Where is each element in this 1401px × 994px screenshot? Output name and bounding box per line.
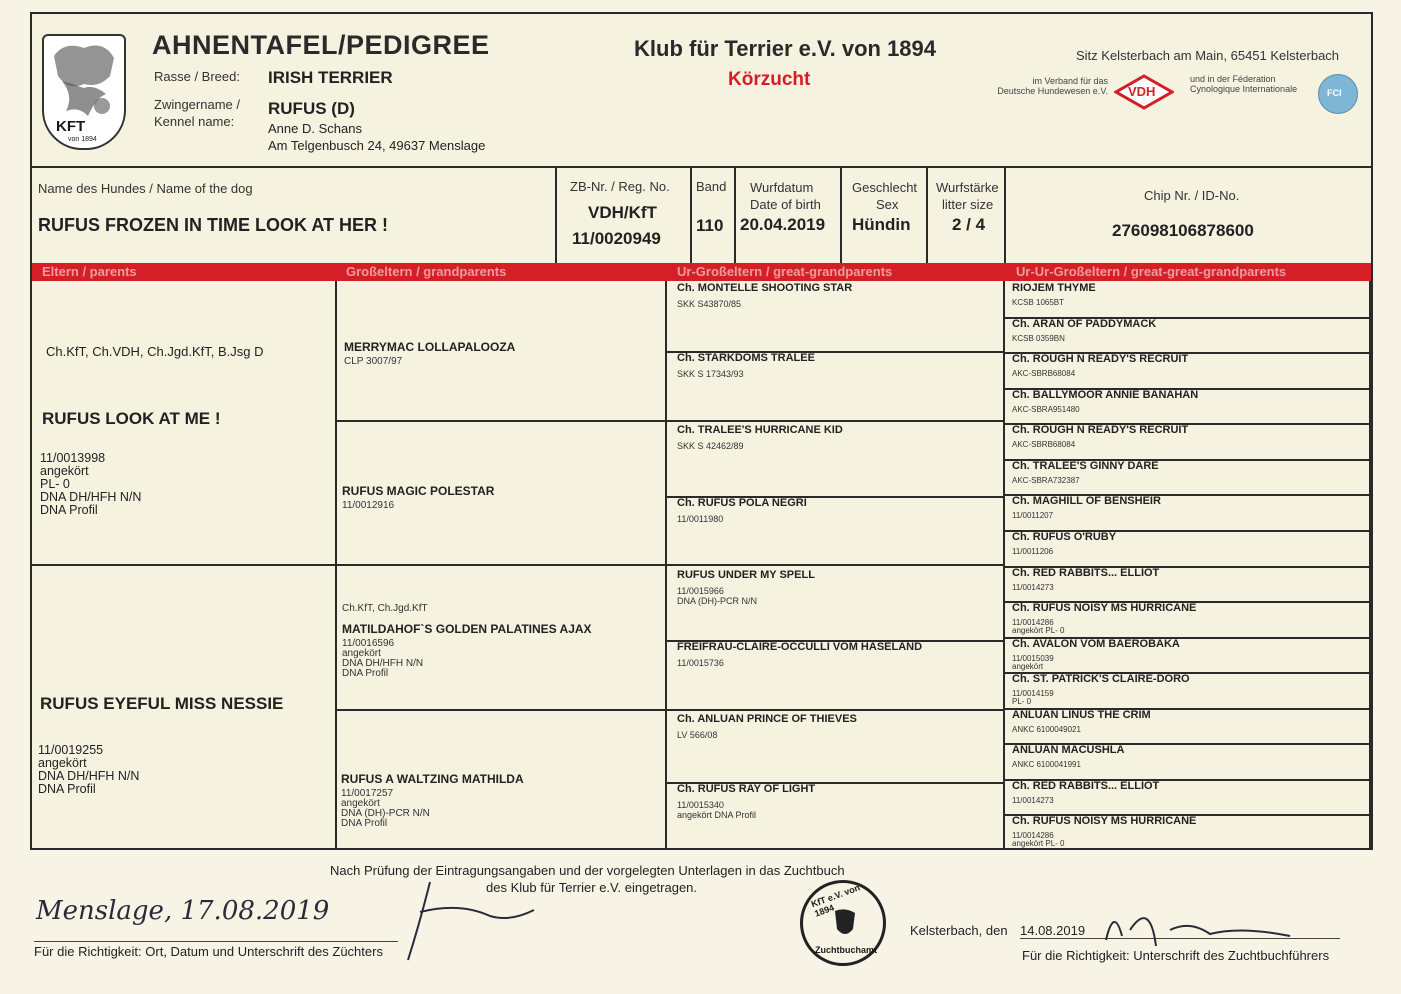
great-great-grandparent-info: 11/0011207	[1012, 511, 1054, 520]
great-great-grandparent-name: Ch. RUFUS NOISY MS HURRICANE	[1012, 602, 1197, 614]
great-grandparent-info: angekört DNA Profil	[677, 810, 757, 820]
great-great-grandparent-cell	[1012, 495, 1161, 520]
band-label: Band	[696, 179, 727, 194]
reg-value-1: VDH/KfT	[588, 203, 657, 222]
vdh-text-1: im Verband für das	[1032, 76, 1108, 86]
great-great-grandparent-name: Ch. MAGHILL OF BENSHEIR	[1012, 495, 1161, 507]
great-great-grandparent-info: 11/0014286	[1012, 618, 1054, 627]
great-great-grandparent-info: KCSB 0359BN	[1012, 334, 1065, 343]
entry-statement-1: Nach Prüfung der Eintragungsangaben und der vorgelegten Unterlagen in das Zuchtbuch	[330, 863, 845, 878]
owner-address: Am Telgenbusch 24, 49637 Menslage	[268, 138, 486, 153]
grandparent-titles: Ch.KfT, Ch.Jgd.KfT	[342, 603, 428, 614]
grandparent-name: MATILDAHOF`S GOLDEN PALATINES AJAX	[342, 622, 592, 636]
dam-info-line: DNA DH/HFH N/N	[38, 769, 140, 783]
great-great-grandparent-cell	[1012, 673, 1190, 706]
kennel-label-1: Zwingername /	[154, 97, 240, 112]
great-great-grandparent-name: Ch. RUFUS NOISY MS HURRICANE	[1012, 815, 1197, 827]
great-great-grandparent-info: KCSB 1065BT	[1012, 298, 1065, 307]
great-great-grandparent-info: angekört PL- 0	[1012, 626, 1065, 635]
grandparent-name: RUFUS A WALTZING MATHILDA	[341, 772, 524, 786]
official-signature-icon	[1100, 900, 1300, 950]
vdh-logo	[1114, 74, 1174, 110]
grandparent-info: angekört	[342, 648, 381, 659]
great-great-grandparent-name: Ch. RED RABBITS... ELLIOT	[1012, 567, 1160, 579]
stamp-top-text: KfT e.V. von 1894	[809, 882, 862, 919]
great-grandparent-info: 11/0015966	[677, 586, 724, 596]
reg-label: ZB-Nr. / Reg. No.	[570, 179, 670, 194]
great-grandparent-cell	[677, 783, 815, 820]
litter-label-1: Wurfstärke	[936, 180, 999, 195]
col-great: Ur-Großeltern / great-grandparents	[677, 264, 893, 279]
fci-logo	[1318, 74, 1358, 114]
great-grandparent-cell	[677, 713, 857, 740]
kft-logo	[42, 34, 126, 150]
grandparent-reg: 11/0016596	[342, 638, 395, 649]
dam-info-line: 11/0019255	[38, 743, 104, 757]
great-grandparent-info: SKK S43870/85	[677, 299, 742, 309]
reg-value-2: 11/0020949	[572, 229, 661, 248]
great-great-grandparent-info: AKC-SBRA732387	[1012, 476, 1080, 485]
great-great-grandparent-info: 11/0011206	[1012, 547, 1054, 556]
litter-label-2: litter size	[942, 197, 994, 212]
great-great-grandparent-name: ANLUAN MACUSHLA	[1012, 744, 1125, 756]
great-grandparent-info: 11/0011980	[677, 514, 724, 524]
great-great-grandparent-cell	[1012, 744, 1124, 769]
sire-info-line: DNA Profil	[40, 503, 98, 517]
great-grandparent-info: 11/0015736	[677, 658, 724, 668]
litter-value: 2 / 4	[952, 215, 986, 234]
sire-titles: Ch.KfT, Ch.VDH, Ch.Jgd.KfT, B.Jsg D	[46, 344, 264, 359]
sire-info-line: angekört	[40, 464, 89, 478]
grandparent-reg: 11/0017257	[341, 788, 394, 799]
great-great-grandparent-info: 11/0014273	[1012, 796, 1054, 805]
breeder-caption: Für die Richtigkeit: Ort, Datum und Unterschrift des Züchters	[34, 941, 398, 959]
great-great-grandparent-info: angekört PL- 0	[1012, 839, 1065, 848]
dam-name: RUFUS EYEFUL MISS NESSIE	[40, 694, 284, 713]
great-grandparent-name: FREIFRAU-CLAIRE-OCCULLI VOM HASELAND	[677, 641, 923, 653]
great-grandparent-info: DNA (DH)-PCR N/N	[677, 596, 757, 606]
grandparent-info: DNA Profil	[341, 818, 388, 829]
stamp-bottom-text: Zuchtbuchamt	[815, 945, 877, 955]
great-great-grandparent-info: PL- 0	[1012, 697, 1032, 706]
great-grandparent-name: Ch. ANLUAN PRINCE OF THIEVES	[677, 713, 857, 725]
great-great-grandparent-cell	[1012, 638, 1180, 671]
sire-name: RUFUS LOOK AT ME !	[42, 409, 221, 428]
great-great-grandparent-info: ANKC 6100041991	[1012, 760, 1081, 769]
column-header-bar	[32, 263, 1371, 281]
great-great-grandparent-cell	[1012, 353, 1188, 378]
great-great-grandparent-name: Ch. ROUGH N READY'S RECRUIT	[1012, 424, 1189, 436]
great-grandparent-info: LV 566/08	[677, 730, 718, 740]
great-great-grandparent-info: 11/0014286	[1012, 831, 1054, 840]
grandparent-info: angekört	[341, 798, 380, 809]
great-great-grandparent-cell	[1012, 780, 1159, 805]
breeder-place-date: Menslage, 17.08.2019	[36, 896, 330, 926]
great-great-grandparent-name: Ch. RUFUS O'RUBY	[1012, 531, 1117, 543]
club-name: Klub für Terrier e.V. von 1894	[634, 36, 937, 61]
great-great-grandparent-info: 11/0014273	[1012, 583, 1054, 592]
great-great-grandparent-cell	[1012, 282, 1096, 307]
sex-label-1: Geschlecht	[852, 180, 918, 195]
great-great-grandparent-cell	[1012, 460, 1159, 485]
entry-statement-2: des Klub für Terrier e.V. eingetragen.	[486, 880, 698, 895]
great-grandparent-cell	[677, 424, 843, 451]
dob-label-2: Date of birth	[750, 197, 821, 212]
sex-value: Hündin	[852, 215, 911, 234]
great-grandparent-cell	[677, 282, 852, 309]
fci-text-1: und in der Féderation	[1190, 74, 1276, 84]
breed-value: IRISH TERRIER	[268, 68, 393, 87]
koerzucht-label: Körzucht	[728, 69, 811, 90]
great-grandparent-cell	[677, 641, 922, 668]
dob-value: 20.04.2019	[740, 215, 826, 234]
grandparent-name: RUFUS MAGIC POLESTAR	[342, 484, 495, 498]
great-grandparent-name: Ch. RUFUS POLA NEGRI	[677, 497, 807, 509]
logo-text: KFT	[56, 118, 86, 135]
grandparent-info: DNA (DH)-PCR N/N	[341, 808, 430, 819]
col-grandparents: Großeltern / grandparents	[346, 264, 507, 279]
great-great-grandparent-info: AKC-SBRB68084	[1012, 369, 1076, 378]
great-great-grandparent-cell	[1012, 531, 1116, 556]
great-grandparent-info: SKK S 42462/89	[677, 441, 744, 451]
dog-name: RUFUS FROZEN IN TIME LOOK AT HER !	[38, 215, 388, 235]
grandparent-cell	[342, 484, 494, 511]
great-great-grandparent-name: Ch. TRALEE'S GINNY DARE	[1012, 460, 1159, 472]
kennel-value: RUFUS (D)	[268, 99, 355, 118]
vdh-text	[984, 76, 1108, 96]
great-grandparent-info: 11/0015340	[677, 800, 724, 810]
great-great-grandparent-cell	[1012, 602, 1196, 635]
great-grandparent-name: Ch. STARKDOMS TRALEE	[677, 352, 815, 364]
breeder-signature-icon	[400, 872, 540, 964]
great-great-grandparent-cell	[1012, 815, 1196, 848]
vdh-text-2: Deutsche Hundewesen e.V.	[997, 86, 1108, 96]
grandparent-cell	[342, 604, 592, 679]
fci-text	[1190, 74, 1297, 94]
col-greatgreat: Ur-Ur-Großeltern / great-great-grandparents	[1016, 264, 1287, 279]
owner-name: Anne D. Schans	[268, 121, 362, 136]
club-seat: Sitz Kelsterbach am Main, 65451 Kelsterbach	[1076, 48, 1340, 63]
sire-info-line: 11/0013998	[40, 451, 106, 465]
chip-label: Chip Nr. / ID-No.	[1144, 188, 1240, 203]
chip-value: 276098106878600	[1112, 221, 1254, 240]
city-date: 14.08.2019	[1020, 923, 1340, 939]
grandparent-cell	[341, 772, 524, 829]
sire-info-line: PL- 0	[40, 477, 70, 491]
great-great-grandparent-name: Ch. ARAN OF PADDYMACK	[1012, 318, 1157, 330]
great-great-grandparent-info: angekört	[1012, 662, 1044, 671]
great-grandparent-cell	[677, 497, 807, 524]
fci-text-2: Cynologique Internationale	[1190, 84, 1298, 94]
pedigree-document	[30, 12, 1373, 850]
great-great-grandparent-cell	[1012, 424, 1188, 449]
grandparent-info: DNA DH/HFH N/N	[342, 658, 424, 669]
great-great-grandparent-info: 11/0015039	[1012, 654, 1054, 663]
vdh-logo-text: VDH	[1128, 84, 1156, 99]
great-great-grandparent-name: ANLUAN LINUS THE CRIM	[1012, 709, 1151, 721]
dog-name-label: Name des Hundes / Name of the dog	[38, 181, 253, 196]
logo-subtext: von 1894	[68, 136, 97, 143]
col-parents: Eltern / parents	[42, 264, 137, 279]
band-value: 110	[696, 216, 724, 235]
terrier-head-icon	[831, 907, 859, 939]
great-great-grandparent-name: Ch. ROUGH N READY'S RECRUIT	[1012, 353, 1189, 365]
great-great-grandparent-name: RIOJEM THYME	[1012, 282, 1096, 294]
fci-logo-text: FCI	[1327, 88, 1342, 98]
city-label: Kelsterbach, den	[910, 923, 1008, 938]
great-great-grandparent-name: Ch. BALLYMOOR ANNIE BANAHAN	[1012, 389, 1199, 401]
grandparent-cell	[344, 340, 515, 367]
great-great-grandparent-cell	[1012, 567, 1159, 592]
dam-info	[38, 744, 139, 796]
great-great-grandparent-info: ANKC 6100049021	[1012, 725, 1081, 734]
great-grandparent-name: Ch. TRALEE'S HURRICANE KID	[677, 424, 843, 436]
grandparent-reg: 11/0012916	[342, 500, 395, 511]
great-great-grandparent-name: Ch. RED RABBITS... ELLIOT	[1012, 780, 1160, 792]
great-great-grandparent-info: AKC-SBRA951480	[1012, 405, 1080, 414]
dob-label-1: Wurfdatum	[750, 180, 814, 195]
great-great-grandparent-cell	[1012, 709, 1151, 734]
great-great-grandparent-info: AKC-SBRB68084	[1012, 440, 1076, 449]
sex-label-2: Sex	[876, 197, 899, 212]
great-grandparent-cell	[677, 569, 815, 606]
great-grandparent-cell	[677, 352, 815, 379]
page-title: AHNENTAFEL/PEDIGREE	[152, 30, 490, 60]
great-grandparent-name: RUFUS UNDER MY SPELL	[677, 569, 815, 581]
zuchtbuch-stamp	[800, 880, 886, 966]
grandparent-info: DNA Profil	[342, 668, 389, 679]
great-great-grandparent-cell	[1012, 389, 1198, 414]
sire-info-line: DNA DH/HFH N/N	[40, 490, 142, 504]
dam-info-line: DNA Profil	[38, 782, 96, 796]
official-caption: Für die Richtigkeit: Unterschrift des Zuchtbuchführers	[1022, 948, 1330, 963]
great-great-grandparent-info: 11/0014159	[1012, 689, 1054, 698]
kennel-label-2: Kennel name:	[154, 114, 235, 129]
sire-info	[40, 452, 141, 517]
great-great-grandparent-cell	[1012, 318, 1156, 343]
great-grandparent-info: SKK S 17343/93	[677, 369, 744, 379]
grandparent-reg: CLP 3007/97	[344, 356, 403, 367]
dam-info-line: angekört	[38, 756, 87, 770]
breed-label: Rasse / Breed:	[154, 69, 240, 84]
grandparent-name: MERRYMAC LOLLAPALOOZA	[344, 340, 516, 354]
great-grandparent-name: Ch. RUFUS RAY OF LIGHT	[677, 783, 816, 795]
great-great-grandparent-name: Ch. ST. PATRICK'S CLAIRE-DORO	[1012, 673, 1190, 685]
great-great-grandparent-name: Ch. AVALON VOM BAEROBAKA	[1012, 638, 1180, 650]
great-grandparent-name: Ch. MONTELLE SHOOTING STAR	[677, 282, 853, 294]
